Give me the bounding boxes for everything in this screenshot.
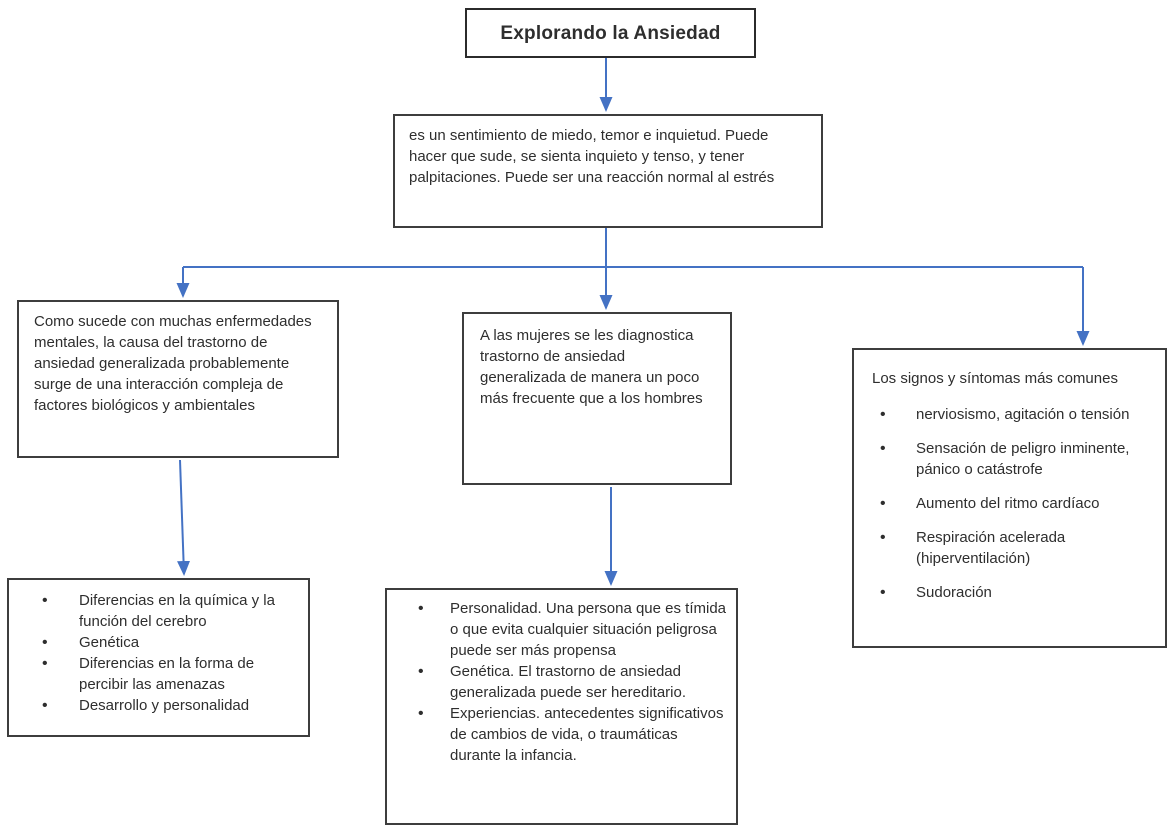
list-item: • Aumento del ritmo cardíaco [872,493,1151,514]
list-item: • Genética. El trastorno de ansiedad generalizada puede ser hereditario. [387,661,728,703]
cause-factors-box [7,578,310,737]
arrow-causes-to-factors-list [180,460,184,574]
list-item: • Experiencias. antecedentes significativos de cambios de vida, o traumáticas durante la infancia. [387,703,728,766]
definition-text: es un sentimiento de miedo, temor e inquietud. Puede hacer que sude, se sienta inquieto y tenso, y tener palpitaciones. Puede ser una reacción normal al estrés [409,127,775,186]
list-item: • Desarrollo y personalidad [9,695,302,716]
definition-box [393,114,823,228]
symptoms-box [852,348,1167,648]
causes-box [17,300,339,458]
causes-text: Como sucede con muchas enfermedades mentales, la causa del trastorno de ansiedad generalizada probablemente surge de una interacción compleja de factores biológicos y ambientales [34,313,312,414]
symptoms-heading: Los signos y síntomas más comunes [872,370,1118,387]
title-box [465,8,756,58]
cause-factors-list [9,590,302,716]
list-item: • Diferencias en la química y la función del cerebro [9,590,302,632]
prevalence-text: A las mujeres se les diagnostica trastorno de ansiedad generalizada de manera un poco más frecuente que a los hombres [480,327,703,407]
list-item: • Diferencias en la forma de percibir las amenazas [9,653,302,695]
list-item: • Sudoración [872,582,1151,603]
list-item: • Respiración acelerada (hiperventilación) [872,527,1151,569]
risk-factors-list [387,598,728,766]
list-item: • nerviosismo, agitación o tensión [872,404,1151,425]
diagram-title: Explorando la Ansiedad [500,22,721,44]
list-item: • Sensación de peligro inminente, pánico o catástrofe [872,438,1151,480]
list-item: • Personalidad. Una persona que es tímida o que evita cualquier situación peligrosa puede ser más propensa [387,598,728,661]
prevalence-box [462,312,732,485]
risk-factors-box [385,588,738,825]
list-item: • Genética [9,632,302,653]
symptoms-list [872,404,1151,603]
